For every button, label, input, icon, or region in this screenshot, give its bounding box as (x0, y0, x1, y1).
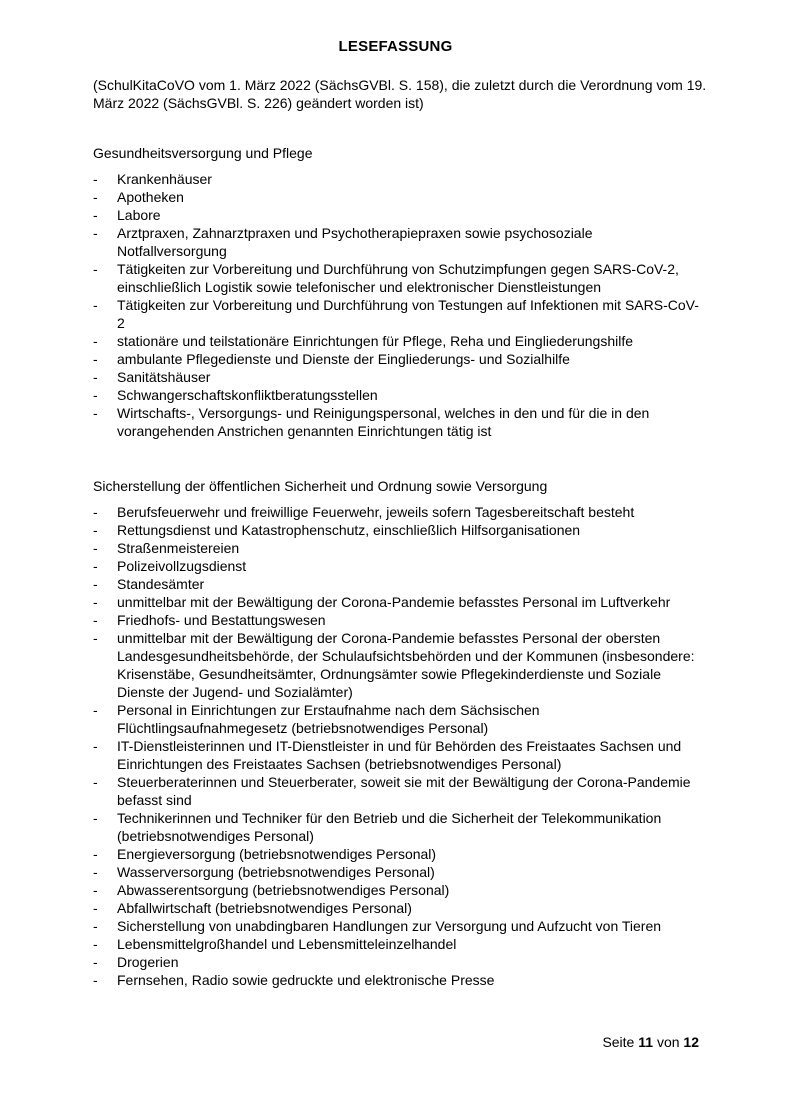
list-item (93, 899, 703, 917)
document-intro: (SchulKitaCoVO vom 1. März 2022 (SächsGVBl. S. 158), die zuletzt durch die Verordnung vom 19. März 2022 (SächsGVBl. S. 226) geändert worden ist) (93, 77, 707, 111)
list-item-text: Tätigkeiten zur Vorbereitung und Durchführung von Schutzimpfungen gegen SARS-CoV-2, einschließlich Logistik sowie telefonischer und elektronischer Dienstleistungen (117, 261, 679, 295)
list-item (93, 863, 703, 881)
list-item (93, 386, 703, 404)
list-item (93, 188, 703, 206)
list-item-text: Wasserversorgung (betriebsnotwendiges Personal) (117, 864, 435, 880)
list-item-text: Sanitätshäuser (117, 369, 211, 385)
section-heading-safety: Sicherstellung der öffentlichen Sicherheit und Ordnung sowie Versorgung (93, 478, 548, 494)
list-item-text: Abwasserentsorgung (betriebsnotwendiges Personal) (117, 882, 450, 898)
list-item (93, 332, 703, 350)
list-item-text: Standesämter (117, 576, 205, 592)
list-dash-marker: - (93, 261, 98, 277)
list-dash-marker: - (93, 405, 98, 421)
list-dash-marker: - (93, 810, 98, 826)
list-dash-marker: - (93, 297, 98, 313)
list-dash-marker: - (93, 954, 98, 970)
list-dash-marker: - (93, 351, 98, 367)
list-item-text: unmittelbar mit der Bewältigung der Corona-Pandemie befasstes Personal im Luftverkehr (117, 594, 671, 610)
list-dash-marker: - (93, 576, 98, 592)
list-dash-marker: - (93, 594, 98, 610)
page-footer (602, 1034, 699, 1050)
list-item (93, 737, 703, 773)
list-item (93, 575, 703, 593)
list-item (93, 521, 703, 539)
list-item (93, 809, 703, 845)
list-dash-marker: - (93, 864, 98, 880)
list-item-text: IT-Dienstleisterinnen und IT-Dienstleister in und für Behörden des Freistaates Sachsen und Einrichtungen des Freistaates Sachsen (betriebsnotwendiges Personal) (117, 738, 682, 772)
list-dash-marker: - (93, 972, 98, 988)
list-item (93, 701, 703, 737)
list-dash-marker: - (93, 369, 98, 385)
list-dash-marker: - (93, 225, 98, 241)
list-dash-marker: - (93, 540, 98, 556)
list-item (93, 296, 703, 332)
list-item-text: Straßenmeistereien (117, 540, 240, 556)
list-item (93, 350, 703, 368)
list-dash-marker: - (93, 774, 98, 790)
list-item (93, 260, 703, 296)
list-item-text: Technikerinnen und Techniker für den Betrieb und die Sicherheit der Telekommunikation (betriebsnotwendiges Personal) (117, 810, 662, 844)
list-item-text: Polizeivollzugsdienst (117, 558, 247, 574)
section-list-safety (93, 503, 703, 989)
list-item-text: Abfallwirtschaft (betriebsnotwendiges Personal) (117, 900, 412, 916)
list-item-text: stationäre und teilstationäre Einrichtungen für Pflege, Reha und Eingliederungshilfe (117, 333, 634, 349)
list-item-text: Berufsfeuerwehr und freiwillige Feuerwehr, jeweils sofern Tagesbereitschaft besteht (117, 504, 635, 520)
list-item (93, 629, 703, 701)
list-item-text: Arztpraxen, Zahnarztpraxen und Psychotherapiepraxen sowie psychosoziale Notfallversorgung (117, 225, 593, 259)
list-dash-marker: - (93, 387, 98, 403)
footer-separator: von (656, 1034, 680, 1050)
list-item (93, 917, 703, 935)
list-item (93, 224, 703, 260)
list-item (93, 557, 703, 575)
list-item (93, 881, 703, 899)
list-item-text: Rettungsdienst und Katastrophenschutz, einschließlich Hilfsorganisationen (117, 522, 581, 538)
section-list-health (93, 170, 703, 440)
list-item-text: unmittelbar mit der Bewältigung der Corona-Pandemie befasstes Personal der obersten Landesgesundheitsbehörde, der Schulaufsichtsbehörden und der Kommunen (insbesondere: Krisenstäbe, Gesundheitsämter, Ordnungsämter sowie Pflegekinderdienste und Soziale Dienste der Jugend- und Sozialämter) (117, 630, 695, 700)
list-item-text: Wirtschafts-, Versorgungs- und Reinigungspersonal, welches in den und für die in den vorangehenden Anstrichen genannten Einrichtungen tätig ist (117, 405, 650, 439)
list-item-text: Energieversorgung (betriebsnotwendiges Personal) (117, 846, 437, 862)
list-item-text: Sicherstellung von unabdingbaren Handlungen zur Versorgung und Aufzucht von Tieren (117, 918, 662, 934)
list-dash-marker: - (93, 171, 98, 187)
list-item-text: Friedhofs- und Bestattungswesen (117, 612, 326, 628)
footer-total-pages: 12 (683, 1034, 699, 1050)
list-item (93, 170, 703, 188)
list-dash-marker: - (93, 333, 98, 349)
list-dash-marker: - (93, 504, 98, 520)
footer-page-number: 11 (638, 1034, 654, 1050)
list-dash-marker: - (93, 189, 98, 205)
list-item-text: Labore (117, 207, 161, 223)
list-item-text: Krankenhäuser (117, 171, 212, 187)
list-dash-marker: - (93, 882, 98, 898)
list-dash-marker: - (93, 918, 98, 934)
list-dash-marker: - (93, 738, 98, 754)
list-item-text: Tätigkeiten zur Vorbereitung und Durchführung von Testungen auf Infektionen mit SARS-CoV-2 (117, 297, 699, 331)
list-item-text: Lebensmittelgroßhandel und Lebensmitteleinzelhandel (117, 936, 457, 952)
list-item (93, 773, 703, 809)
list-item-text: Steuerberaterinnen und Steuerberater, soweit sie mit der Bewältigung der Corona-Pandemie befasst sind (117, 774, 691, 808)
list-item (93, 368, 703, 386)
list-item (93, 593, 703, 611)
list-item (93, 404, 703, 440)
list-item (93, 539, 703, 557)
list-dash-marker: - (93, 846, 98, 862)
list-item-text: Schwangerschaftskonfliktberatungsstellen (117, 387, 378, 403)
list-item (93, 206, 703, 224)
list-item (93, 935, 703, 953)
list-item-text: Apotheken (117, 189, 184, 205)
list-dash-marker: - (93, 522, 98, 538)
list-item-text: Personal in Einrichtungen zur Erstaufnahme nach dem Sächsischen Flüchtlingsaufnahmegesetz (betriebsnotwendiges Personal) (117, 702, 540, 736)
section-heading-health: Gesundheitsversorgung und Pflege (93, 145, 313, 161)
list-item-text: Drogerien (117, 954, 179, 970)
list-dash-marker: - (93, 936, 98, 952)
list-item-text: ambulante Pflegedienste und Dienste der Eingliederungs- und Sozialhilfe (117, 351, 570, 367)
list-dash-marker: - (93, 558, 98, 574)
list-item-text: Fernsehen, Radio sowie gedruckte und elektronische Presse (117, 972, 495, 988)
list-item (93, 971, 703, 989)
list-item (93, 953, 703, 971)
list-dash-marker: - (93, 207, 98, 223)
list-item (93, 611, 703, 629)
list-item (93, 845, 703, 863)
footer-prefix: Seite (602, 1034, 635, 1050)
document-title: LESEFASSUNG (338, 38, 453, 55)
list-dash-marker: - (93, 702, 98, 718)
list-item (93, 503, 703, 521)
list-dash-marker: - (93, 630, 98, 646)
list-dash-marker: - (93, 900, 98, 916)
list-dash-marker: - (93, 612, 98, 628)
